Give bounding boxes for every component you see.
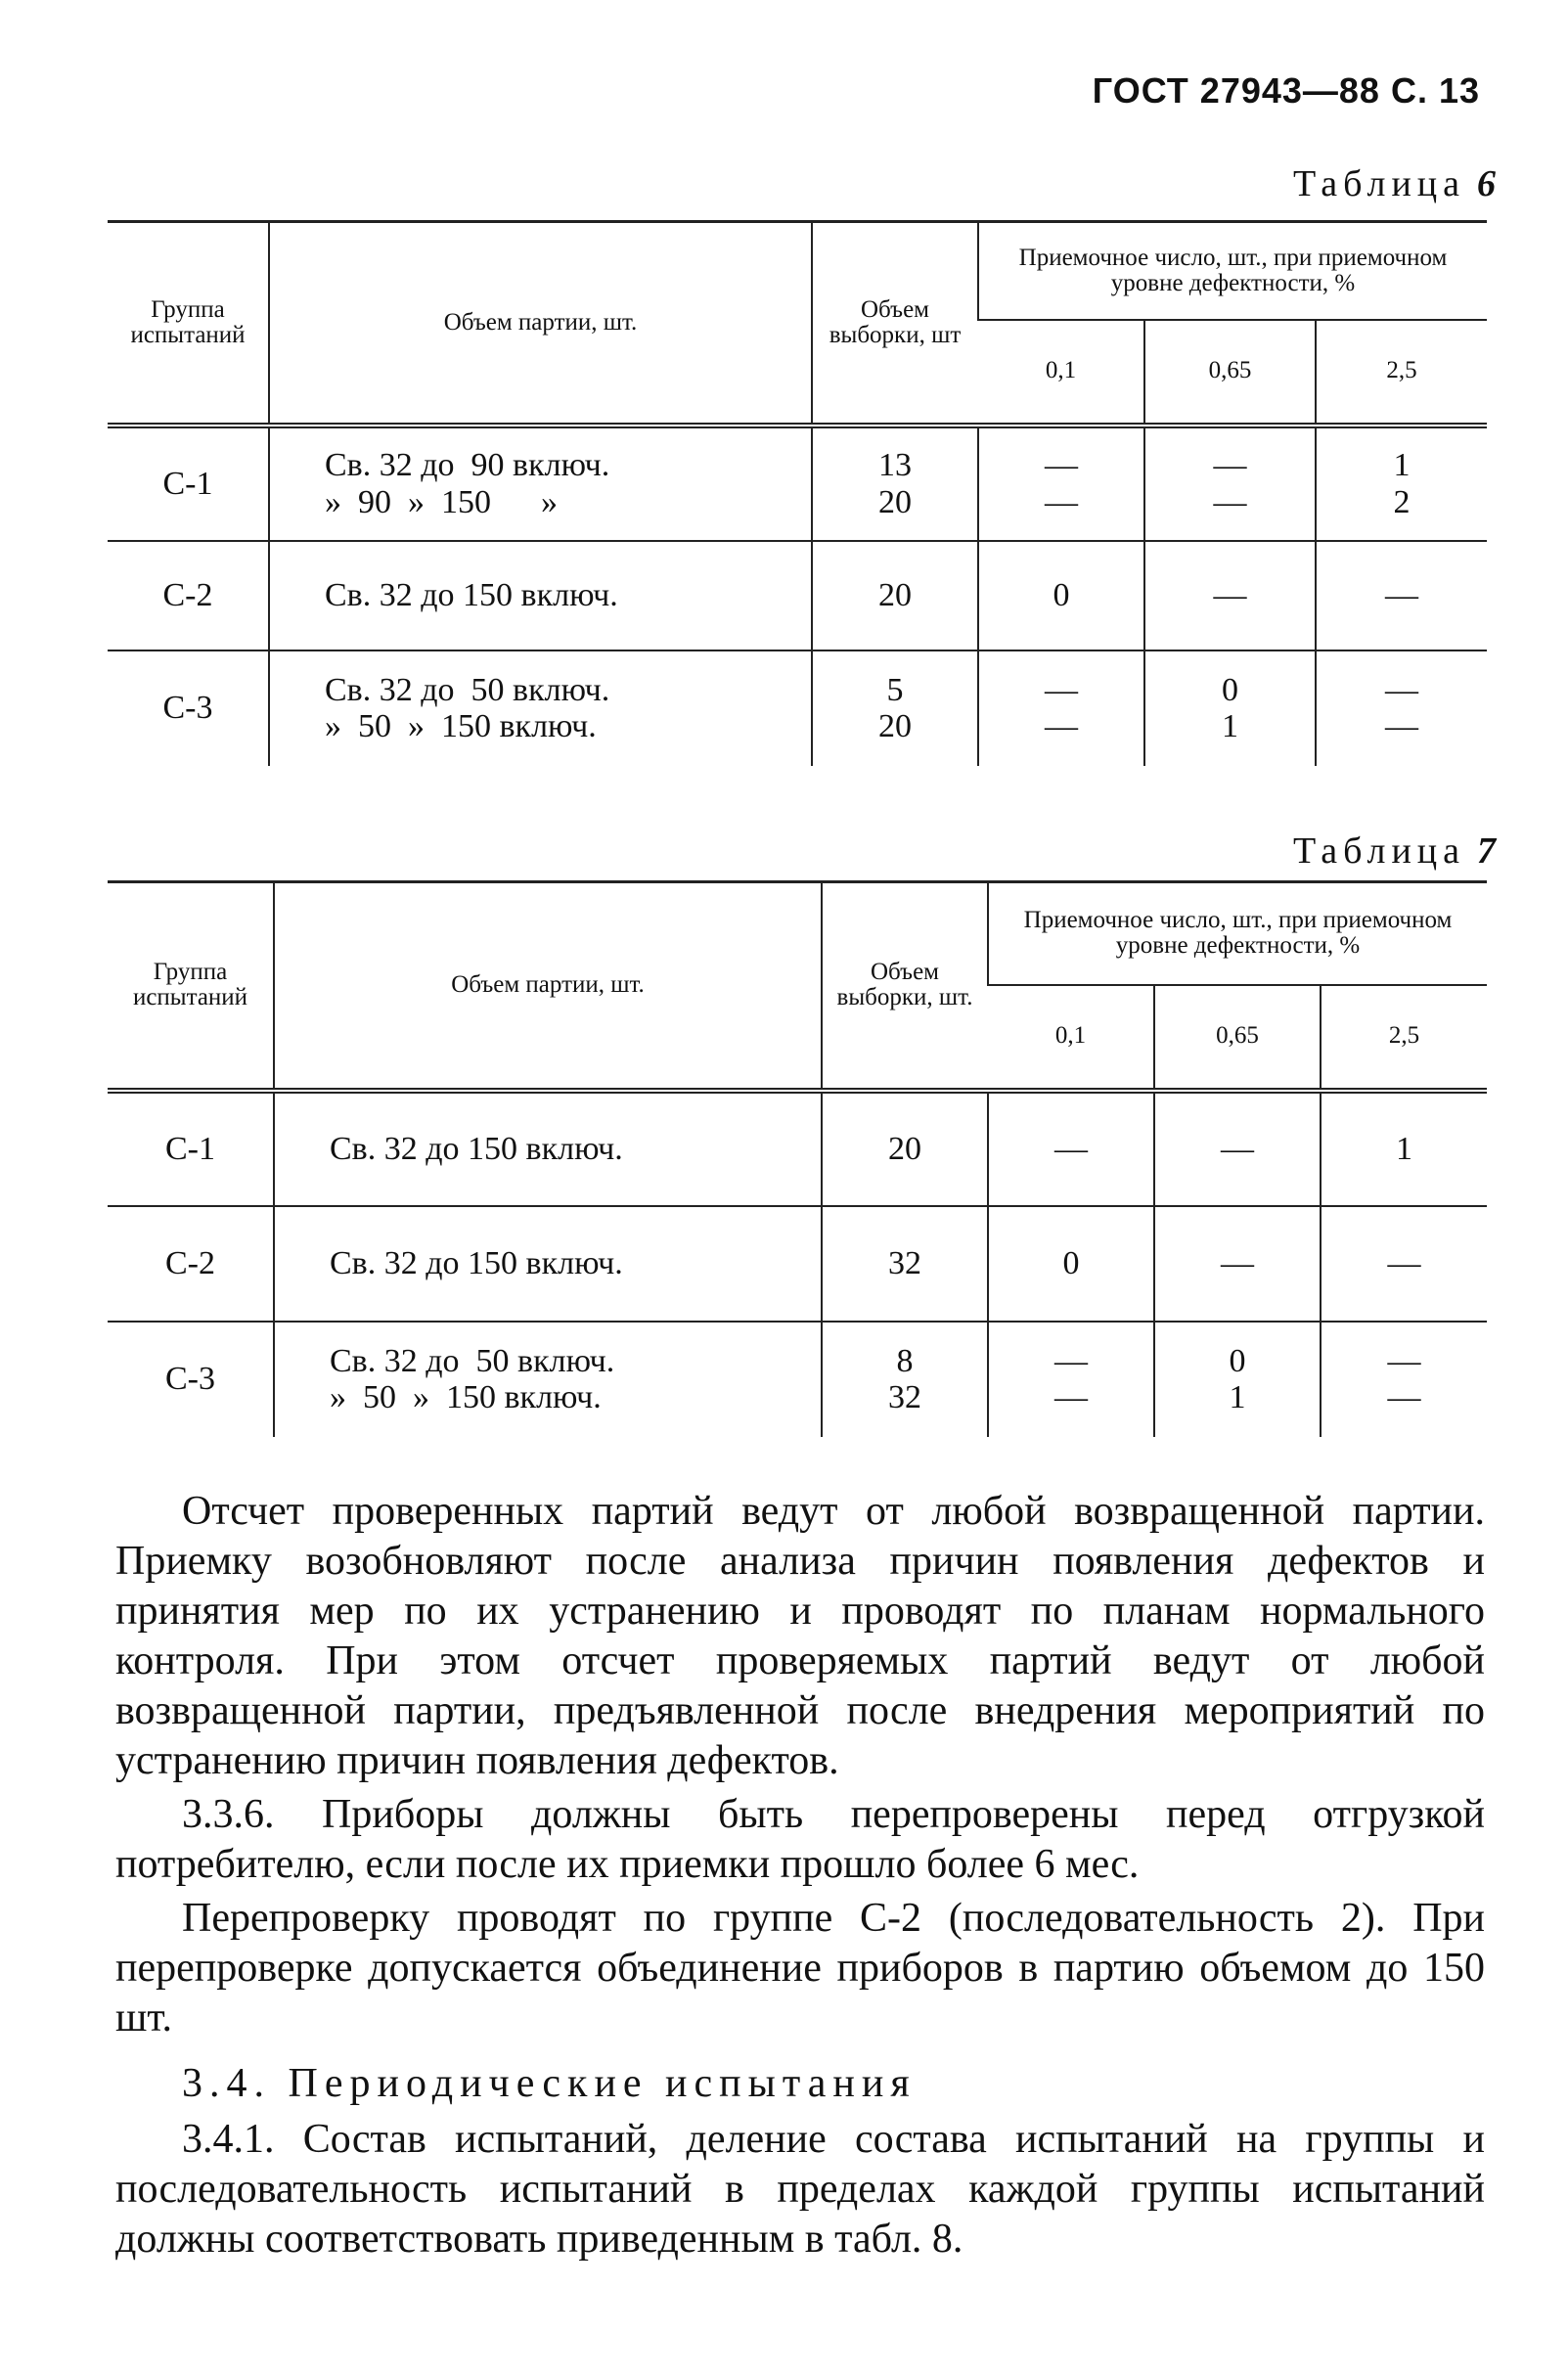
table-7-caption [1293, 830, 1501, 873]
group-cell: С-1 [162, 465, 213, 502]
header-party-size: Объем партии, шт. [269, 222, 812, 426]
paragraph-return-counting: Отсчет проверенных партий ведут от любой возвращенной партии. Приемку возобновляют после анализа причин появления дефектов и принятия мер по их устранению и проводят по планам нормального контроля. При этом отсчет проверяемых партий ведут от любой возвращенной партии, предъявленной после внедрения мероприятий по устранению причин появления дефектов. [115, 1489, 1485, 1783]
acceptance-cell: — — [978, 426, 1144, 541]
header-level: 0,1 [1045, 357, 1077, 384]
header-acceptance-number: Приемочное число, шт., при приемочном уровне дефектности, % [988, 882, 1487, 985]
header-level: 2,5 [1316, 320, 1487, 426]
group-cell: С-2 [162, 576, 213, 613]
acceptance-cell: — — [1321, 1322, 1487, 1437]
table-row [108, 650, 1487, 766]
table-7-caption-number: 7 [1477, 830, 1501, 872]
group-cell: С-3 [165, 1361, 215, 1398]
header-level: 0,65 [1154, 985, 1321, 1091]
party-cell: Св. 32 до 150 включ. [274, 1206, 822, 1322]
table-row [108, 1091, 1487, 1206]
header-group: Группа испытаний [108, 222, 269, 426]
body-text [115, 1487, 1485, 2265]
acceptance-cell: — [1154, 1206, 1321, 1322]
party-cell: Св. 32 до 90 включ. » 90 » 150 » [269, 426, 812, 541]
table-row [108, 1322, 1487, 1437]
header-level: 0,1 [1054, 1022, 1087, 1050]
acceptance-cell: 0 1 [1144, 650, 1316, 766]
table-row [108, 541, 1487, 650]
header-group: Группа испытаний [108, 882, 274, 1091]
acceptance-cell: — [1316, 541, 1487, 650]
header-level: 0,65 [1144, 320, 1316, 426]
party-cell: Св. 32 до 50 включ. » 50 » 150 включ. [274, 1322, 822, 1437]
acceptance-cell: — [988, 1091, 1154, 1206]
sample-cell: 20 [822, 1091, 988, 1206]
acceptance-cell: — — [978, 650, 1144, 766]
acceptance-cell: 1 [1321, 1091, 1487, 1206]
header-party-size: Объем партии, шт. [274, 882, 822, 1091]
header-sample-size: Объем выборки, шт [812, 222, 978, 426]
acceptance-cell: 0 1 [1154, 1322, 1321, 1437]
header-acceptance-number: Приемочное число, шт., при приемочном уровне дефектности, % [978, 222, 1487, 320]
group-cell: С-3 [162, 690, 213, 727]
sample-cell: 5 20 [812, 650, 978, 766]
sample-cell: 13 20 [812, 426, 978, 541]
table-6-caption-number: 6 [1477, 163, 1501, 204]
section-heading-periodic-tests: 3.4. Периодические испытания [182, 2061, 917, 2106]
party-cell: Св. 32 до 150 включ. [269, 541, 812, 650]
acceptance-cell: 0 [978, 541, 1144, 650]
acceptance-cell: — [1144, 541, 1316, 650]
table-row [108, 426, 1487, 541]
acceptance-cell: 1 2 [1316, 426, 1487, 541]
paragraph-3-4-1: 3.4.1. Состав испытаний, деление состава испытаний на группы и последовательность испытаний в пределах каждой группы испытаний должны соответствовать приведенным в табл. 8. [115, 2117, 1485, 2262]
sample-cell: 8 32 [822, 1322, 988, 1437]
sample-cell: 32 [822, 1206, 988, 1322]
table-7-caption-word: Таблица [1292, 830, 1465, 872]
paragraph-3-3-6: 3.3.6. Приборы должны быть перепроверены перед отгрузкой потребителю, если после их приемки прошло более 6 мес. [115, 1792, 1485, 1887]
acceptance-cell: — [1321, 1206, 1487, 1322]
sample-cell: 20 [812, 541, 978, 650]
page-header: ГОСТ 27943—88 С. 13 [1092, 70, 1480, 111]
table-6 [108, 220, 1487, 766]
acceptance-cell: — — [988, 1322, 1154, 1437]
table-7 [108, 880, 1487, 1437]
party-cell: Св. 32 до 50 включ. » 50 » 150 включ. [269, 650, 812, 766]
header-level: 2,5 [1321, 985, 1487, 1091]
acceptance-cell: — — [1144, 426, 1316, 541]
party-cell: Св. 32 до 150 включ. [274, 1091, 822, 1206]
header-sample-size: Объем выборки, шт. [822, 882, 988, 1091]
table-6-caption-word: Таблица [1292, 163, 1465, 204]
table-6-caption [1293, 162, 1501, 205]
acceptance-cell: — — [1316, 650, 1487, 766]
group-cell: С-1 [165, 1130, 215, 1167]
paragraph-recheck: Перепроверку проводят по группе С-2 (последовательность 2). При перепроверке допускается объединение приборов в партию объемом до 150 шт. [115, 1896, 1485, 2041]
group-cell: С-2 [165, 1244, 215, 1281]
acceptance-cell: 0 [988, 1206, 1154, 1322]
acceptance-cell: — [1154, 1091, 1321, 1206]
table-row [108, 1206, 1487, 1322]
